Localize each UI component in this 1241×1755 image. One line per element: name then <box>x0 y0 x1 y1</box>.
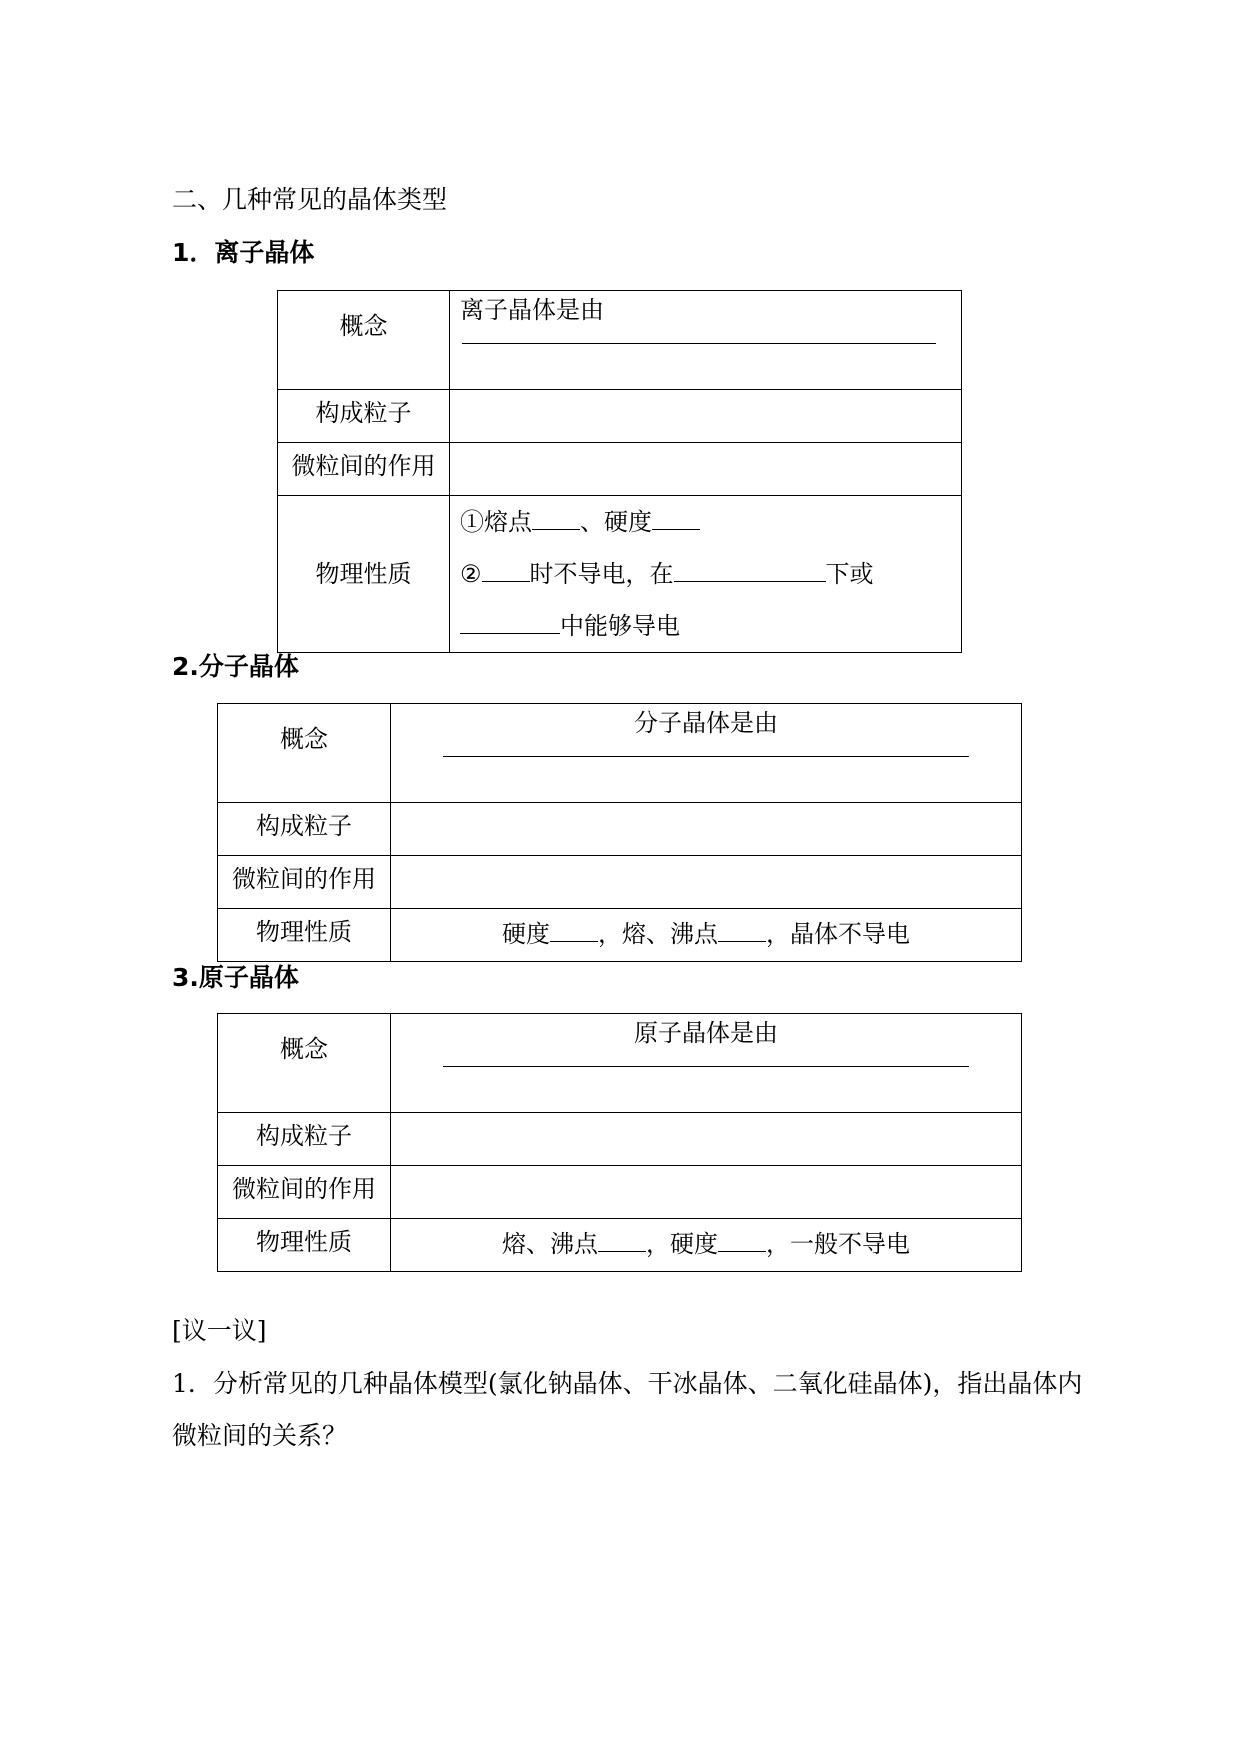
atomic-concept-text: 原子晶体是由 <box>634 1019 778 1047</box>
molecular-interaction-label: 微粒间的作用 <box>218 856 391 909</box>
molecular-concept-blank <box>443 756 969 757</box>
atomic-interaction-cell <box>391 1166 1022 1219</box>
molecular-prop-text: ，熔、沸点 <box>598 920 718 948</box>
ionic-interaction-cell <box>450 443 962 496</box>
atomic-particles-cell <box>391 1113 1022 1166</box>
ionic-interaction-label: 微粒间的作用 <box>278 443 450 496</box>
molecular-heading: 2.分子晶体 <box>172 652 299 681</box>
ionic-blank <box>652 505 700 530</box>
section-title: 二、几种常见的晶体类型 <box>172 185 448 214</box>
ionic-blank <box>532 505 580 530</box>
molecular-table <box>217 703 1022 962</box>
atomic-table <box>217 1013 1022 1272</box>
ionic-particles-cell <box>450 390 962 443</box>
atomic-concept-cell <box>391 1014 1022 1113</box>
ionic-properties-label: 物理性质 <box>278 496 450 653</box>
ionic-prop-text: 、硬度 <box>580 508 652 536</box>
ionic-heading: 1．离子晶体 <box>172 238 315 267</box>
molecular-properties-cell <box>391 909 1022 962</box>
atomic-concept-label: 概念 <box>218 1014 391 1113</box>
ionic-blank <box>460 609 560 634</box>
molecular-concept-label: 概念 <box>218 704 391 803</box>
molecular-blank <box>550 917 598 942</box>
ionic-prop-text: 下或 <box>825 560 874 588</box>
atomic-concept-blank <box>443 1066 969 1067</box>
discussion-question-1: 1．分析常见的几种晶体模型(氯化钠晶体、干冰晶体、二氧化硅晶体)，指出晶体内微粒间的关系？ <box>172 1369 1083 1450</box>
ionic-prop-text: 时不导电，在 <box>529 560 674 588</box>
atomic-blank <box>718 1227 766 1252</box>
atomic-prop-text: ，硬度 <box>646 1230 718 1258</box>
molecular-concept-text: 分子晶体是由 <box>634 709 778 737</box>
molecular-interaction-cell <box>391 856 1022 909</box>
ionic-prop-text: 中能够导电 <box>560 612 680 640</box>
atomic-properties-label: 物理性质 <box>218 1219 391 1272</box>
molecular-properties-label: 物理性质 <box>218 909 391 962</box>
molecular-particles-cell <box>391 803 1022 856</box>
atomic-prop-text: 熔、沸点 <box>502 1230 598 1258</box>
atomic-interaction-label: 微粒间的作用 <box>218 1166 391 1219</box>
ionic-blank <box>482 557 530 582</box>
ionic-concept-blank <box>462 343 936 344</box>
atomic-properties-cell <box>391 1219 1022 1272</box>
atomic-blank <box>598 1227 646 1252</box>
molecular-concept-cell <box>391 704 1022 803</box>
molecular-prop-text: 硬度 <box>502 920 550 948</box>
molecular-prop-text: ，晶体不导电 <box>766 920 910 948</box>
discussion-heading: [议一议] <box>172 1316 267 1345</box>
ionic-concept-text: 离子晶体是由 <box>460 296 604 324</box>
atomic-prop-text: ，一般不导电 <box>766 1230 910 1258</box>
ionic-prop-text: ② <box>460 560 482 588</box>
molecular-particles-label: 构成粒子 <box>218 803 391 856</box>
ionic-properties-cell <box>450 496 962 653</box>
ionic-table <box>277 290 962 653</box>
ionic-particles-label: 构成粒子 <box>278 390 450 443</box>
ionic-prop-text: ①熔点 <box>460 508 532 536</box>
ionic-concept-label: 概念 <box>278 291 450 390</box>
molecular-blank <box>718 917 766 942</box>
ionic-concept-cell <box>450 291 962 390</box>
atomic-heading: 3.原子晶体 <box>172 963 299 992</box>
ionic-blank <box>674 557 826 582</box>
atomic-particles-label: 构成粒子 <box>218 1113 391 1166</box>
